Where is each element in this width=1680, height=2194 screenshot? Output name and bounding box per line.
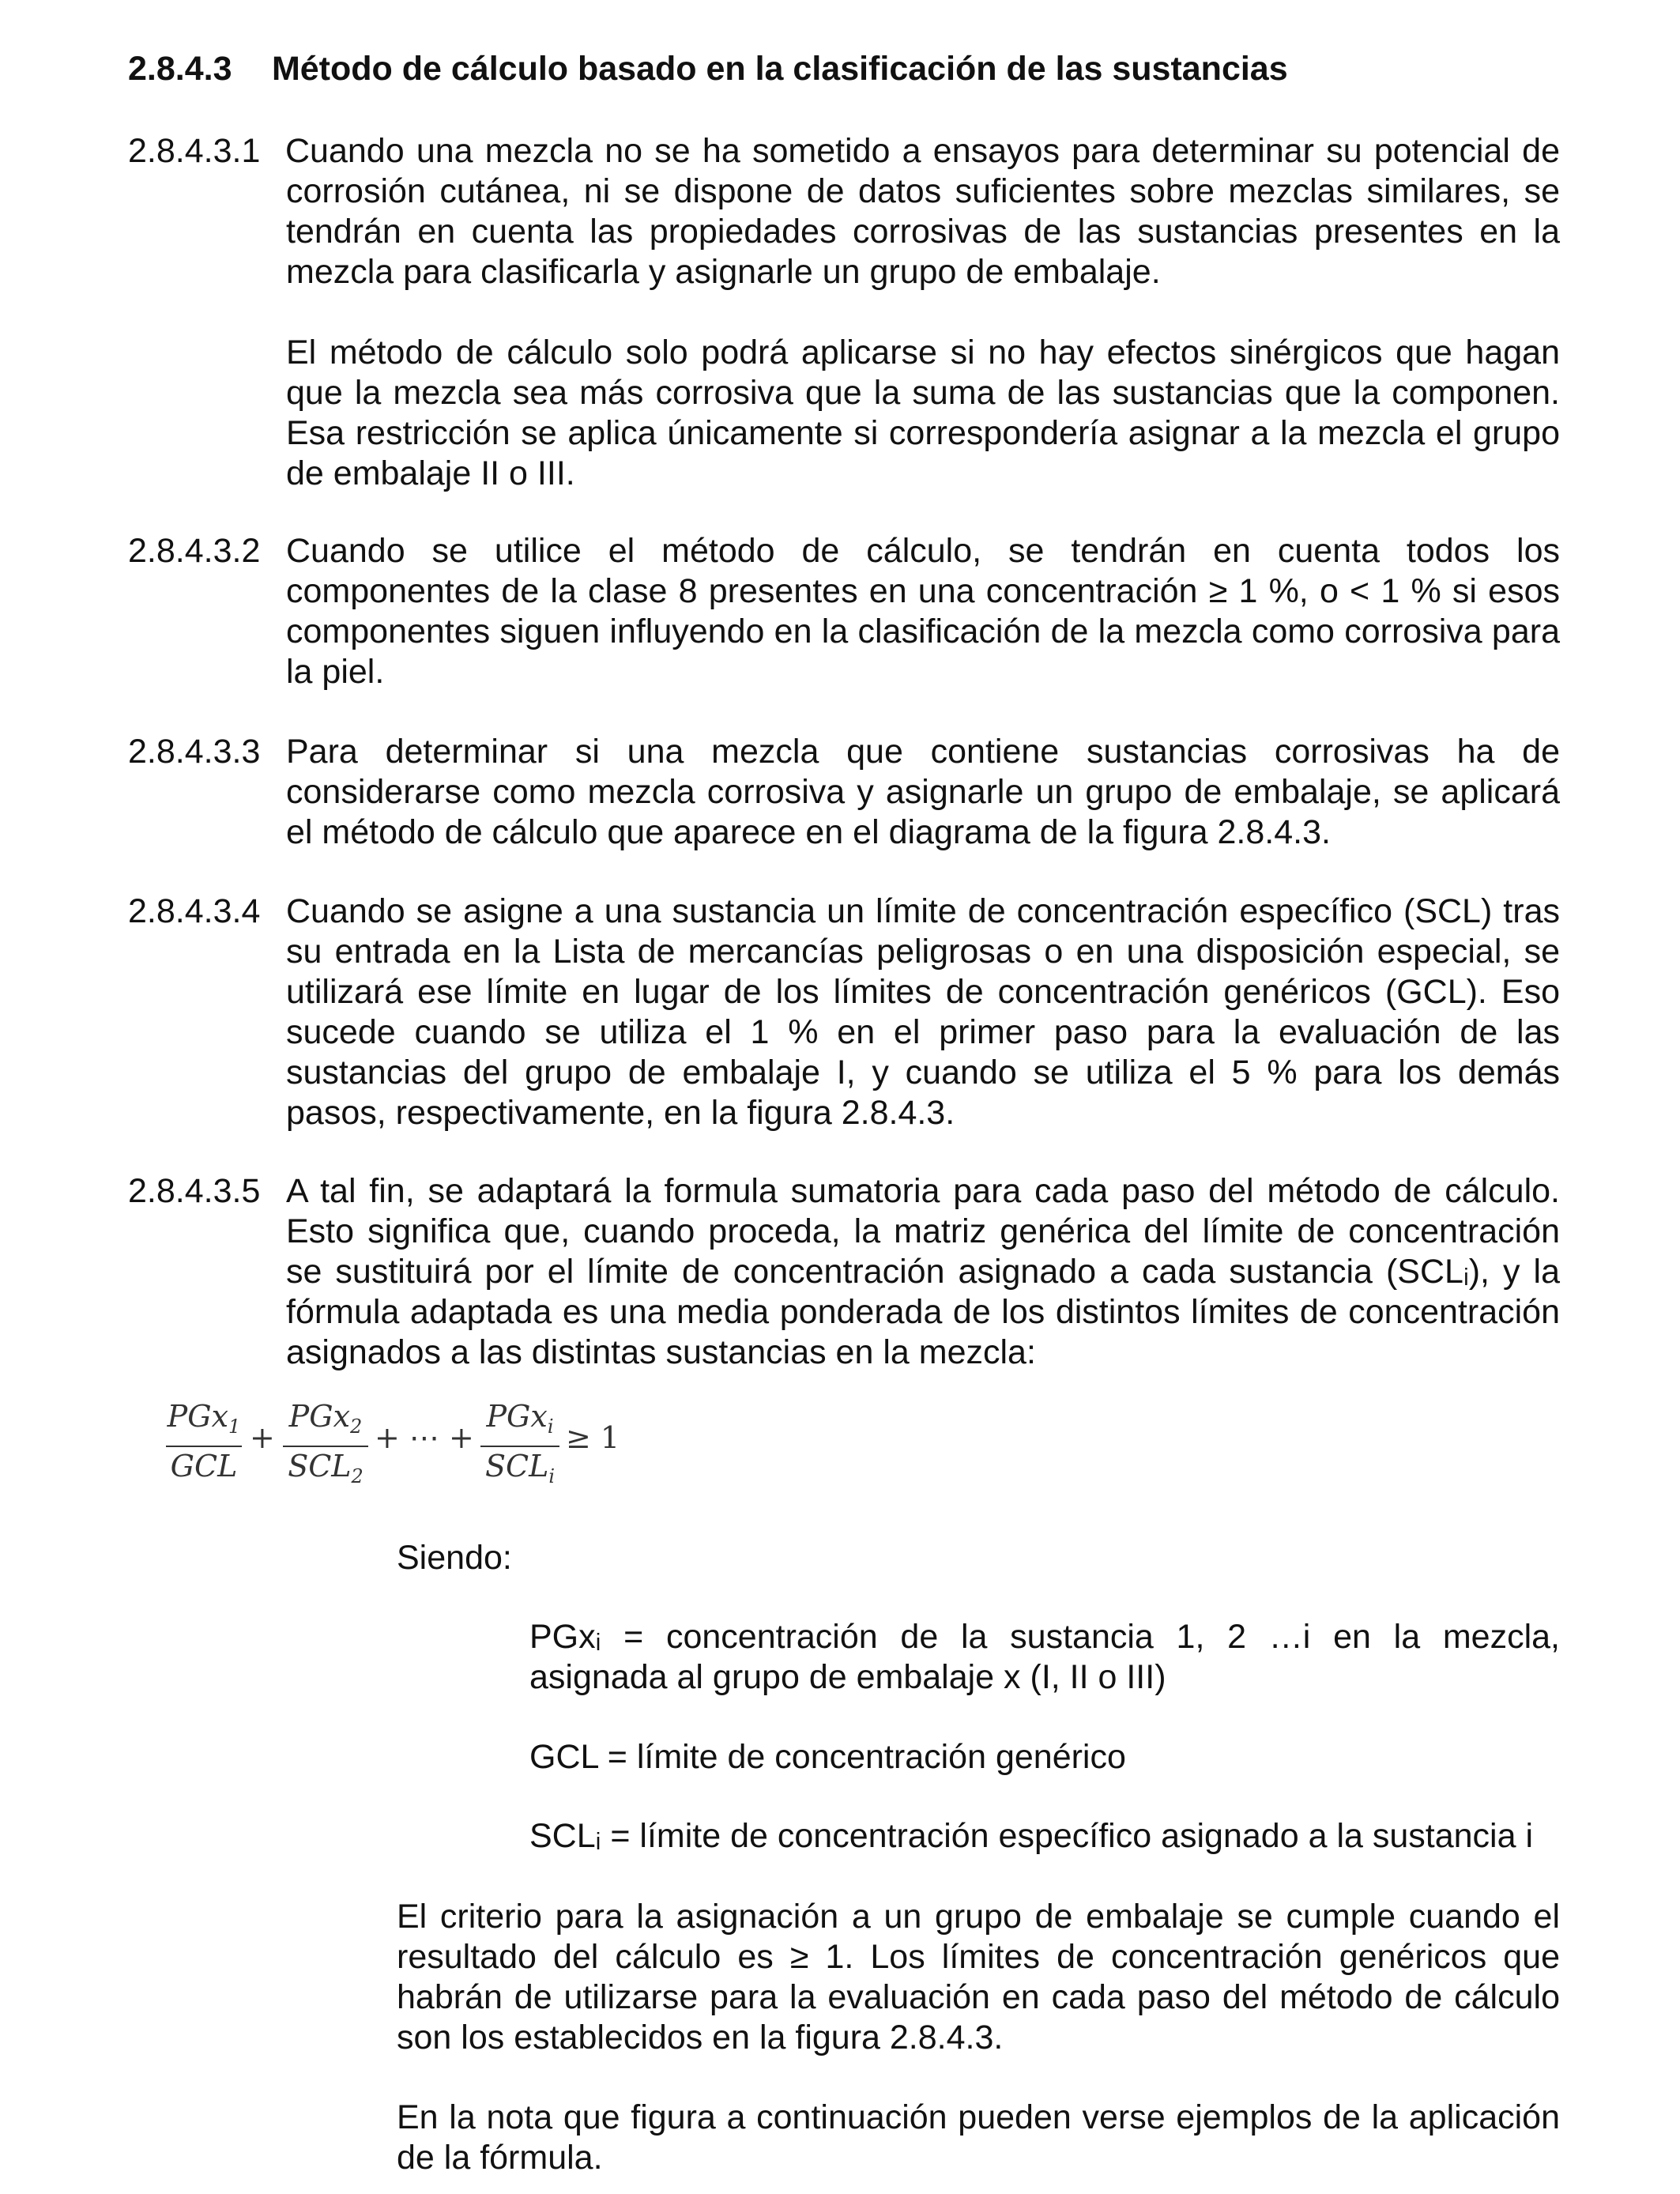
plus-operator: + <box>250 1420 275 1455</box>
fraction-term-2: PGx$_2$ $SCL_2$ <box>283 1399 368 1494</box>
note-paragraph: En la nota que figura a continuación pueden verse ejemplos de la aplicación de la fórmula. <box>397 2098 1560 2177</box>
ellipsis-operator: + ⋯ + <box>375 1420 474 1455</box>
paragraph-number: 2.8.4.3.2 <box>128 532 261 570</box>
paragraph-number: 2.8.4.3.4 <box>128 892 261 930</box>
paragraph-body <box>286 1171 1560 1373</box>
paragraph-2-8-4-3-2 <box>128 531 1560 692</box>
paragraph-body <box>286 531 1560 692</box>
paragraph-2-8-4-3-5 <box>128 1171 1560 1373</box>
relation-operator: ≥ 1 <box>566 1420 620 1455</box>
paragraph-body <box>286 892 1560 1133</box>
section-number: 2.8.4.3 <box>128 50 232 88</box>
paragraph-text: Para determinar si una mezcla que contiene sustancias corrosivas ha de considerarse como mezcla corrosiva y asignarle un grupo de embalaje, se aplicará el método de cálculo que aparece en el diagrama de la figura 2.8.4.3. <box>286 733 1560 851</box>
paragraph-text: Cuando se asigne a una sustancia un límite de concentración específico (SCL) tras su entrada en la Lista de mercancías peligrosas o en una disposición especial, se utilizará ese límite en lugar de los límites de concentración genéricos (GCL). Eso sucede cuando se utiliza el 1 % en el primer paso para la evaluación de las sustancias del grupo de embalaje I, y cuando se utiliza el 5 % para los demás pasos, respectivamente, en la figura 2.8.4.3. <box>286 892 1560 1132</box>
definition-scl: SCLᵢ = límite de concentración específico asignado a la sustancia i <box>529 1817 1534 1855</box>
paragraph-number: 2.8.4.3.3 <box>128 733 261 771</box>
paragraph-2-8-4-3-3 <box>128 732 1560 853</box>
paragraph-text: Cuando una mezcla no se ha sometido a ensayos para determinar su potencial de corrosión cutánea, ni se dispone de datos suficientes sobre mezclas similares, se tendrán en cuenta las propiedades corrosivas de las sustancias presentes en la mezcla para clasificarla y asignarle un grupo de embalaje. <box>285 132 1560 291</box>
paragraph-2-8-4-3-1 <box>128 131 1560 494</box>
paragraph-number: 2.8.4.3.1 <box>128 132 261 170</box>
section-title: Método de cálculo basado en la clasificación de las sustancias <box>271 50 1288 88</box>
definition-pgx: PGxᵢ = concentración de la sustancia 1, 2 …i en la mezcla, asignada al grupo de embalaje x (I, II o III) <box>529 1618 1560 1696</box>
paragraph-text-2: El método de cálculo solo podrá aplicarse si no hay efectos sinérgicos que hagan que la mezcla sea más corrosiva que la suma de las sustancias que la componen. Esa restricción se aplica únicamente si correspondería asignar a la mezcla el grupo de embalaje II o III. <box>286 334 1560 492</box>
fraction-term-i: PGx$_i$ $SCL_i$ <box>480 1399 559 1494</box>
siendo-label: Siendo: <box>397 1539 512 1577</box>
summation-formula <box>166 1399 640 1494</box>
section-heading <box>128 49 1288 89</box>
paragraph-number: 2.8.4.3.5 <box>128 1172 261 1210</box>
paragraph-text: Cuando se utilice el método de cálculo, se tendrán en cuenta todos los componentes de la clase 8 presentes en una concentración ≥ 1 %, o < 1 % si esos componentes siguen influyendo en la clasificación de la mezcla como corrosiva para la piel. <box>286 532 1560 691</box>
paragraph-2-8-4-3-4 <box>128 892 1560 1133</box>
paragraph-body <box>286 732 1560 853</box>
paragraph-text: A tal fin, se adaptará la formula sumatoria para cada paso del método de cálculo. Esto significa que, cuando proceda, la matriz genérica del límite de concentración se sustituirá por el límite de concentración asignado a cada sustancia (SCLᵢ), y la fórmula adaptada es una media ponderada de los distintos límites de concentración asignados a las distintas sustancias en la mezcla: <box>286 1172 1560 1371</box>
paragraph-body <box>286 131 1560 494</box>
definition-gcl: GCL = límite de concentración genérico <box>529 1738 1126 1776</box>
fraction-term-1: PGx$_1$ GCL <box>167 1399 241 1483</box>
criterion-paragraph: El criterio para la asignación a un grupo de embalaje se cumple cuando el resultado del cálculo es ≥ 1. Los límites de concentración genéricos que habrán de utilizarse para la evaluación en cada paso del método de cálculo son los establecidos en la figura 2.8.4.3. <box>397 1898 1560 2056</box>
